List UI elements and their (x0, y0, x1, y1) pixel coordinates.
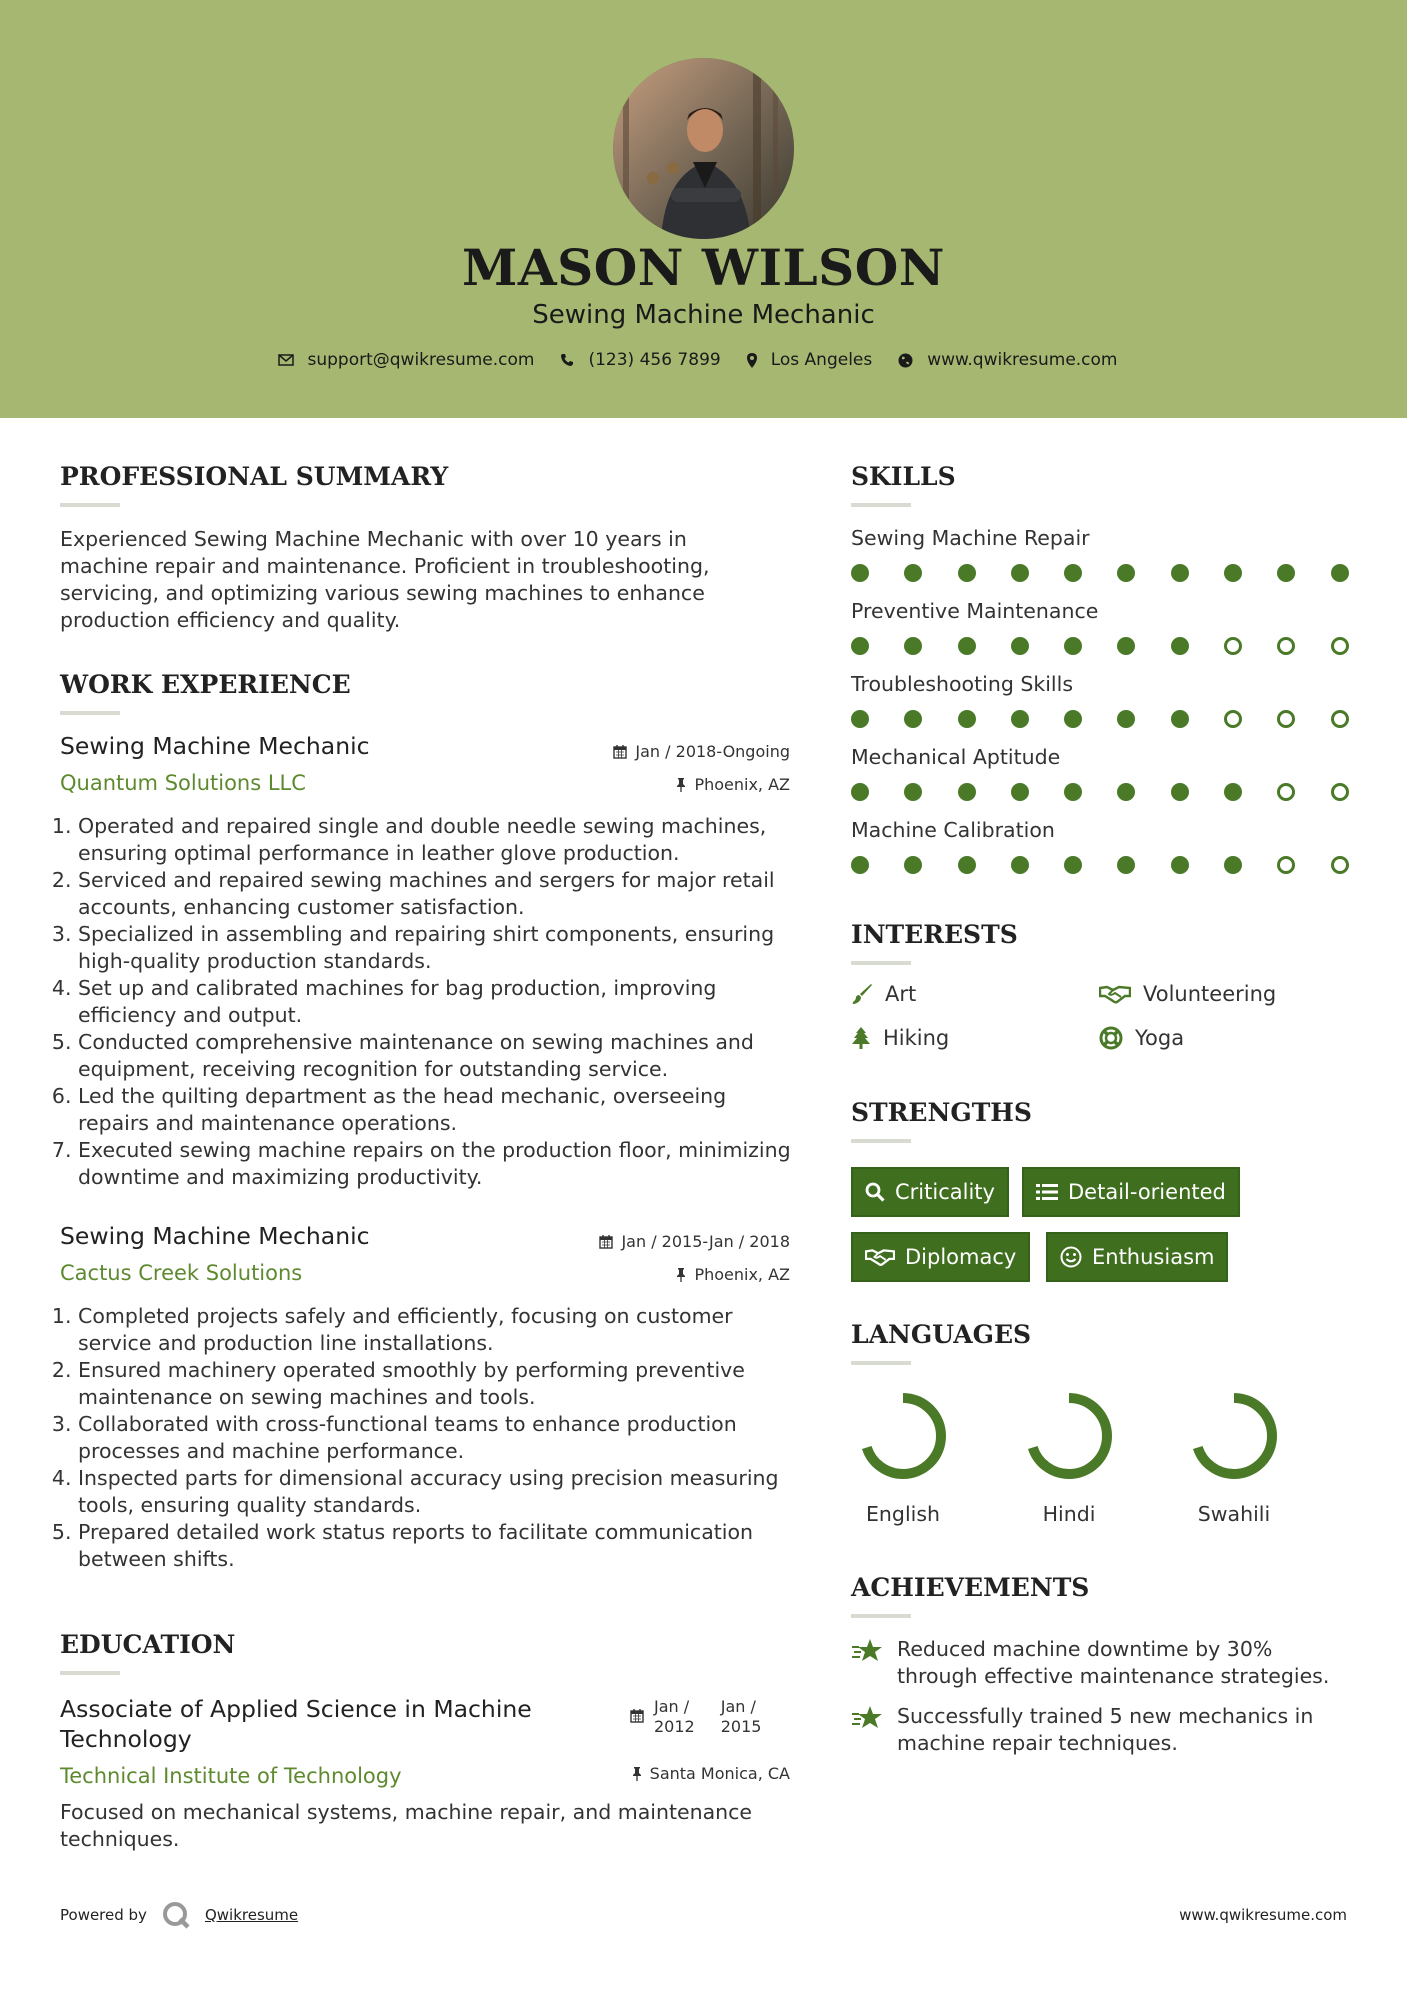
interests-rule (851, 961, 911, 965)
handshake-icon (1099, 984, 1131, 1004)
strength-label: Criticality (895, 1180, 995, 1204)
strength-label: Diplomacy (905, 1245, 1017, 1269)
list-item: 7. Executed sewing machine repairs on the production floor, minimizing downtime and maximizing productivity. (78, 1137, 800, 1191)
rating-dot-filled (1064, 564, 1082, 582)
rating-dot-filled (851, 783, 869, 801)
rating-dot-filled (904, 783, 922, 801)
skill-name: Sewing Machine Repair (851, 526, 1090, 550)
contact-bar (0, 350, 1407, 370)
rating-dot-empty (1331, 783, 1349, 801)
degree-line: Technology (60, 1725, 192, 1753)
experience-heading: WORK EXPERIENCE (60, 670, 351, 699)
rating-dot-filled (1064, 783, 1082, 801)
pushpin-icon (632, 1767, 642, 1781)
rating-dot-filled (1117, 564, 1135, 582)
rating-dot-filled (1171, 783, 1189, 801)
interest-item (851, 1026, 949, 1050)
job-dates (613, 742, 790, 761)
phone-text: (123) 456 7899 (588, 350, 721, 370)
job-company: Quantum Solutions LLC (60, 771, 306, 795)
job-dates-text: Jan / 2018-Ongoing (635, 742, 790, 761)
summary-rule (60, 503, 120, 507)
contact-phone[interactable] (560, 350, 720, 370)
qwikresume-logo-icon (161, 1900, 191, 1930)
job-duties-list (60, 1303, 800, 1573)
rating-dot-filled (1171, 637, 1189, 655)
language-level-arc (1196, 1398, 1272, 1474)
rating-dot-filled (1064, 856, 1082, 874)
rating-dot-filled (1011, 783, 1029, 801)
achievement-item (851, 1703, 1351, 1757)
list-icon (1036, 1183, 1058, 1201)
rating-dot-empty (1224, 710, 1242, 728)
rating-dot-empty (1224, 637, 1242, 655)
achievements-heading: ACHIEVEMENTS (851, 1573, 1090, 1602)
summary-text: Experienced Sewing Machine Mechanic with over 10 years in machine repair and maintenance. Proficient in troubleshooting, servicing, and optimizing various sewing machines to enhance production efficiency and quality. (60, 527, 710, 632)
globe-icon (898, 353, 913, 368)
rating-dot-filled (904, 564, 922, 582)
rating-dot-filled (1171, 564, 1189, 582)
rating-dot-filled (1011, 637, 1029, 655)
job-dates-text: Jan / 2015-Jan / 2018 (621, 1232, 790, 1251)
lifebuoy-icon (1099, 1026, 1123, 1050)
language-level-arc (1031, 1398, 1107, 1474)
search-icon (865, 1182, 885, 1202)
contact-email[interactable] (278, 350, 535, 370)
interest-item (1099, 982, 1276, 1006)
job-title: Sewing Machine Mechanic (60, 732, 370, 760)
skill-rating (851, 710, 1384, 728)
envelope-icon (278, 354, 294, 366)
date-year: 2015 (720, 1717, 762, 1736)
rating-dot-empty (1331, 637, 1349, 655)
candidate-title: Sewing Machine Mechanic (532, 300, 875, 330)
rating-dot-filled (1011, 710, 1029, 728)
rating-dot-filled (851, 856, 869, 874)
list-item: 3. Specialized in assembling and repairing shirt components, ensuring high-quality production standards. (78, 921, 800, 975)
skill-rating (851, 783, 1384, 801)
rating-dot-filled (1117, 637, 1135, 655)
smile-icon (1060, 1246, 1082, 1268)
header-banner (0, 0, 1407, 418)
language-ring (1019, 1386, 1119, 1490)
list-item: 3. Collaborated with cross-functional teams to enhance production processes and machine performance. (78, 1411, 800, 1465)
rating-dot-empty (1331, 856, 1349, 874)
skill-name: Troubleshooting Skills (851, 672, 1074, 696)
education-rule (60, 1671, 120, 1675)
language-name: English (865, 1502, 941, 1526)
rating-dot-empty (1277, 856, 1295, 874)
degree-title (60, 1694, 620, 1754)
education-start (654, 1697, 695, 1737)
list-item: 6. Led the quilting department as the head mechanic, overseeing repairs and maintenance operations. (78, 1083, 800, 1137)
list-item: 5. Prepared detailed work status reports to facilitate communication between shifts. (78, 1519, 800, 1573)
star-award-icon (851, 1638, 883, 1664)
rating-dot-filled (904, 710, 922, 728)
rating-dot-filled (1224, 564, 1242, 582)
job-location-text: Phoenix, AZ (694, 1265, 790, 1284)
interest-label: Yoga (1135, 1026, 1185, 1050)
job-location-text: Phoenix, AZ (694, 775, 790, 794)
rating-dot-filled (1331, 564, 1349, 582)
paintbrush-icon (851, 983, 873, 1005)
rating-dot-filled (1117, 783, 1135, 801)
degree-line: Associate of Applied Science in Machine (60, 1695, 532, 1723)
skills-rule (851, 503, 911, 507)
footer-website[interactable]: www.qwikresume.com (1179, 1906, 1347, 1924)
powered-by-text: Powered by (60, 1906, 147, 1924)
skill-name: Preventive Maintenance (851, 599, 1099, 623)
language-ring (853, 1386, 953, 1490)
skill-name: Machine Calibration (851, 818, 1055, 842)
rating-dot-filled (1064, 637, 1082, 655)
language-name: Swahili (1197, 1502, 1271, 1526)
rating-dot-filled (1224, 856, 1242, 874)
rating-dot-filled (904, 637, 922, 655)
education-end (721, 1697, 762, 1737)
pushpin-icon (676, 1268, 686, 1282)
brand-link[interactable]: Qwikresume (204, 1906, 299, 1924)
job-company: Cactus Creek Solutions (60, 1261, 303, 1285)
rating-dot-filled (958, 856, 976, 874)
location-text: Los Angeles (770, 350, 873, 370)
list-item: 4. Inspected parts for dimensional accuracy using precision measuring tools, ensuring quality standards. (78, 1465, 800, 1519)
date-month: Jan / (654, 1697, 690, 1716)
calendar-icon (630, 1709, 644, 1723)
strength-badge (851, 1232, 1030, 1282)
job-location (676, 775, 790, 794)
languages-heading: LANGUAGES (851, 1320, 1032, 1349)
list-item: 5. Conducted comprehensive maintenance on sewing machines and equipment, receiving recognition for outstanding service. (78, 1029, 800, 1083)
rating-dot-filled (1117, 856, 1135, 874)
education-description: Focused on mechanical systems, machine repair, and maintenance techniques. (60, 1800, 753, 1851)
handshake-icon (865, 1247, 895, 1267)
interest-label: Art (885, 982, 917, 1006)
skill-rating (851, 564, 1384, 582)
email-text: support@qwikresume.com (307, 350, 535, 370)
strength-badge (1022, 1167, 1240, 1217)
rating-dot-empty (1277, 710, 1295, 728)
rating-dot-filled (1171, 856, 1189, 874)
rating-dot-filled (904, 856, 922, 874)
rating-dot-filled (1277, 564, 1295, 582)
skill-rating (851, 637, 1384, 655)
strength-badge (1046, 1232, 1228, 1282)
rating-dot-filled (1171, 710, 1189, 728)
list-item: 1. Operated and repaired single and double needle sewing machines, ensuring optimal performance in leather glove production. (78, 813, 800, 867)
rating-dot-filled (1011, 856, 1029, 874)
strengths-rule (851, 1139, 911, 1143)
strength-badge (851, 1167, 1009, 1217)
rating-dot-filled (1011, 564, 1029, 582)
interest-label: Volunteering (1143, 982, 1277, 1006)
rating-dot-filled (1117, 710, 1135, 728)
list-item: 1. Completed projects safely and efficiently, focusing on customer service and production line installations. (78, 1303, 800, 1357)
rating-dot-filled (851, 710, 869, 728)
job-title: Sewing Machine Mechanic (60, 1222, 370, 1250)
strengths-heading: STRENGTHS (851, 1098, 1032, 1127)
rating-dot-filled (958, 783, 976, 801)
rating-dot-filled (958, 637, 976, 655)
date-year: 2012 (654, 1717, 695, 1736)
job-location (676, 1265, 790, 1284)
rating-dot-filled (851, 564, 869, 582)
interest-item (1099, 1026, 1184, 1050)
rating-dot-empty (1277, 637, 1295, 655)
education-dates (630, 1697, 761, 1737)
calendar-icon (613, 745, 627, 759)
education-location (632, 1764, 790, 1783)
language-name: Hindi (1042, 1502, 1096, 1526)
date-month: Jan / (720, 1697, 756, 1716)
footer-branding (60, 1900, 298, 1930)
map-pin-icon (747, 353, 757, 368)
rating-dot-empty (1331, 710, 1349, 728)
language-ring (1184, 1386, 1284, 1490)
list-item: 2. Serviced and repaired sewing machines and sergers for major retail accounts, enhancing customer satisfaction. (78, 867, 800, 921)
contact-location (747, 350, 873, 370)
rating-dot-filled (851, 637, 869, 655)
candidate-name: MASON WILSON (462, 238, 945, 297)
interests-heading: INTERESTS (851, 920, 1018, 949)
summary-heading: PROFESSIONAL SUMMARY (60, 462, 449, 491)
list-item: 2. Ensured machinery operated smoothly by performing preventive maintenance on sewing machines and tools. (78, 1357, 800, 1411)
strength-label: Enthusiasm (1092, 1245, 1215, 1269)
rating-dot-filled (958, 564, 976, 582)
contact-website[interactable] (898, 350, 1117, 370)
education-heading: EDUCATION (60, 1630, 236, 1659)
school-name: Technical Institute of Technology (60, 1764, 402, 1788)
skills-heading: SKILLS (851, 462, 956, 491)
experience-rule (60, 711, 120, 715)
interest-label: Hiking (883, 1026, 950, 1050)
languages-rule (851, 1361, 911, 1365)
rating-dot-filled (1224, 783, 1242, 801)
job-dates (599, 1232, 790, 1251)
website-text: www.qwikresume.com (927, 350, 1118, 370)
achievements-rule (851, 1614, 911, 1618)
interest-item (851, 982, 916, 1006)
profile-photo (613, 58, 794, 239)
phone-icon (560, 353, 574, 367)
achievement-text: Reduced machine downtime by 30% through effective maintenance strategies. (897, 1637, 1330, 1688)
list-item: 4. Set up and calibrated machines for bag production, improving efficiency and output. (78, 975, 800, 1029)
pushpin-icon (676, 778, 686, 792)
skill-rating (851, 856, 1384, 874)
star-award-icon (851, 1705, 883, 1731)
strength-label: Detail-oriented (1068, 1180, 1226, 1204)
job-duties-list (60, 813, 800, 1191)
rating-dot-filled (958, 710, 976, 728)
rating-dot-empty (1277, 783, 1295, 801)
achievement-text: Successfully trained 5 new mechanics in machine repair techniques. (897, 1704, 1314, 1755)
tree-icon (851, 1027, 871, 1049)
skill-name: Mechanical Aptitude (851, 745, 1061, 769)
education-location-text: Santa Monica, CA (649, 1764, 790, 1783)
achievement-item (851, 1636, 1351, 1690)
rating-dot-filled (1064, 710, 1082, 728)
calendar-icon (599, 1235, 613, 1249)
language-level-arc (865, 1398, 941, 1474)
